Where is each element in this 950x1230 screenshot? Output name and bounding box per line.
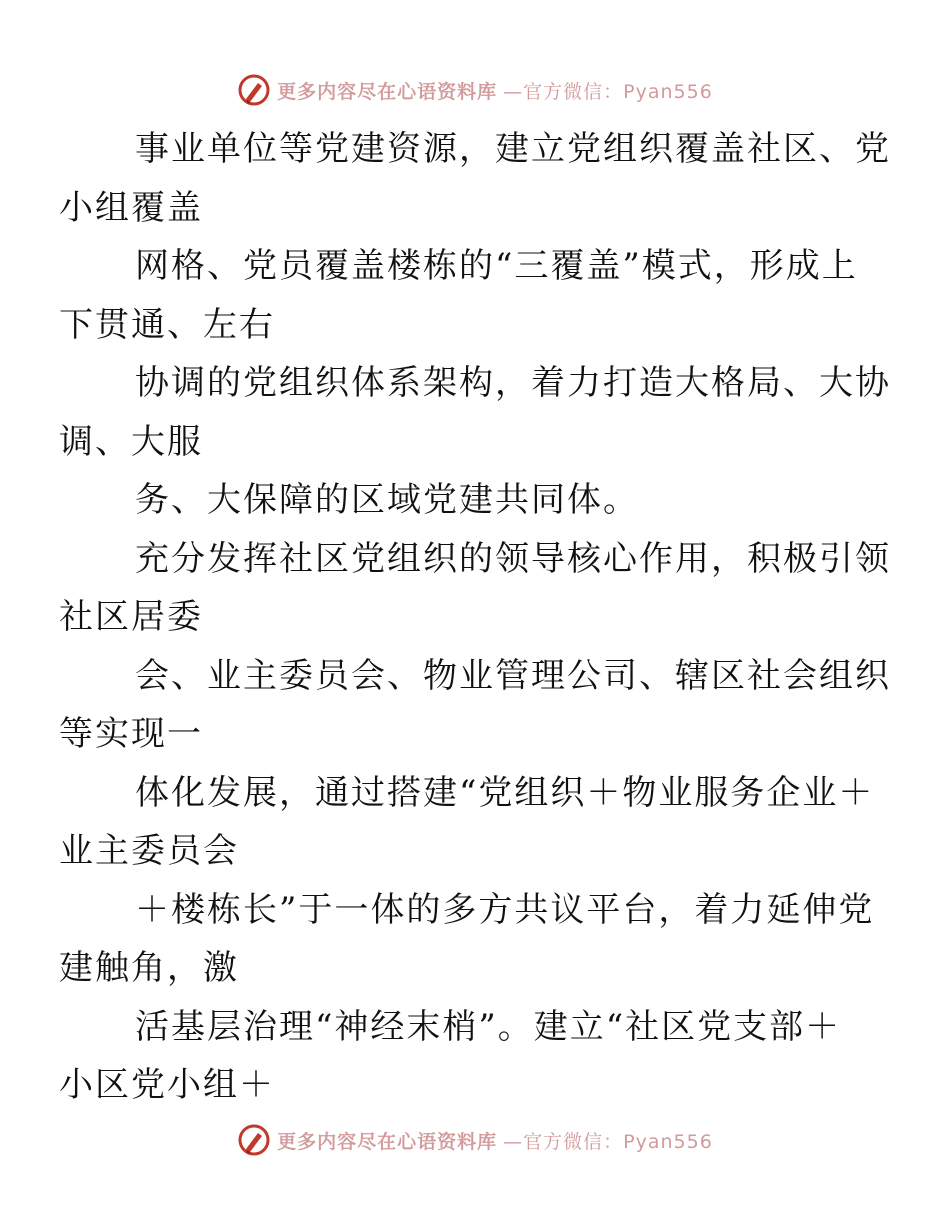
paragraph-line: 社区居委 — [59, 597, 203, 637]
paragraph — [59, 237, 858, 354]
footer-banner — [0, 1120, 950, 1160]
paragraph-line: 下贯通、左右 — [59, 304, 275, 345]
paragraph — [59, 764, 875, 881]
paragraph-line: 网格、党员覆盖楼栋的“三覆盖”模式，形成上 — [135, 246, 858, 286]
footer-brand-text: 更多内容尽在心语资料库 — [277, 1130, 498, 1153]
footer-contact-text: —官方微信：Pyan556 — [503, 1130, 713, 1153]
paragraph-line: 业主委员会 — [59, 831, 239, 871]
document-body — [59, 120, 891, 1115]
pen-logo-icon — [237, 1123, 271, 1157]
paragraph-line: 活基层治理“神经末梢”。建立“社区党支部＋ — [135, 1006, 842, 1047]
paragraph-line: 体化发展，通过搭建“党组织＋物业服务企业＋ — [135, 772, 875, 813]
paragraph-line: 小区党小组＋ — [59, 1065, 275, 1105]
paragraph — [59, 530, 891, 647]
paragraph-line: 会、业主委员会、物业管理公司、辖区社会组织 — [135, 655, 891, 696]
paragraph-line: 事业单位等党建资源，建立党组织覆盖社区、党 — [135, 129, 891, 169]
header-banner — [0, 70, 950, 110]
paragraph-line: 务、大保障的区域党建共同体。 — [135, 480, 639, 520]
pen-logo-icon — [237, 73, 271, 107]
paragraph-line: 协调的党组织体系架构，着力打造大格局、大协 — [135, 363, 891, 403]
paragraph — [97, 471, 857, 530]
paragraph-line: 等实现一 — [59, 714, 203, 754]
paragraph — [59, 881, 875, 998]
paragraph — [59, 120, 891, 237]
paragraph-line: 小组覆盖 — [59, 187, 203, 228]
paragraph-line: 建触角，激 — [59, 948, 239, 988]
paragraph-line: 调、大服 — [59, 421, 203, 462]
paragraph-line: 充分发挥社区党组织的领导核心作用，积极引领 — [135, 538, 891, 579]
paragraph — [59, 998, 857, 1115]
header-brand-text: 更多内容尽在心语资料库 — [277, 80, 498, 103]
header-contact-text: —官方微信：Pyan556 — [503, 80, 713, 103]
paragraph-line: ＋楼栋长”于一体的多方共议平台，着力延伸党 — [135, 889, 875, 930]
paragraph — [59, 647, 891, 764]
paragraph — [59, 354, 891, 471]
